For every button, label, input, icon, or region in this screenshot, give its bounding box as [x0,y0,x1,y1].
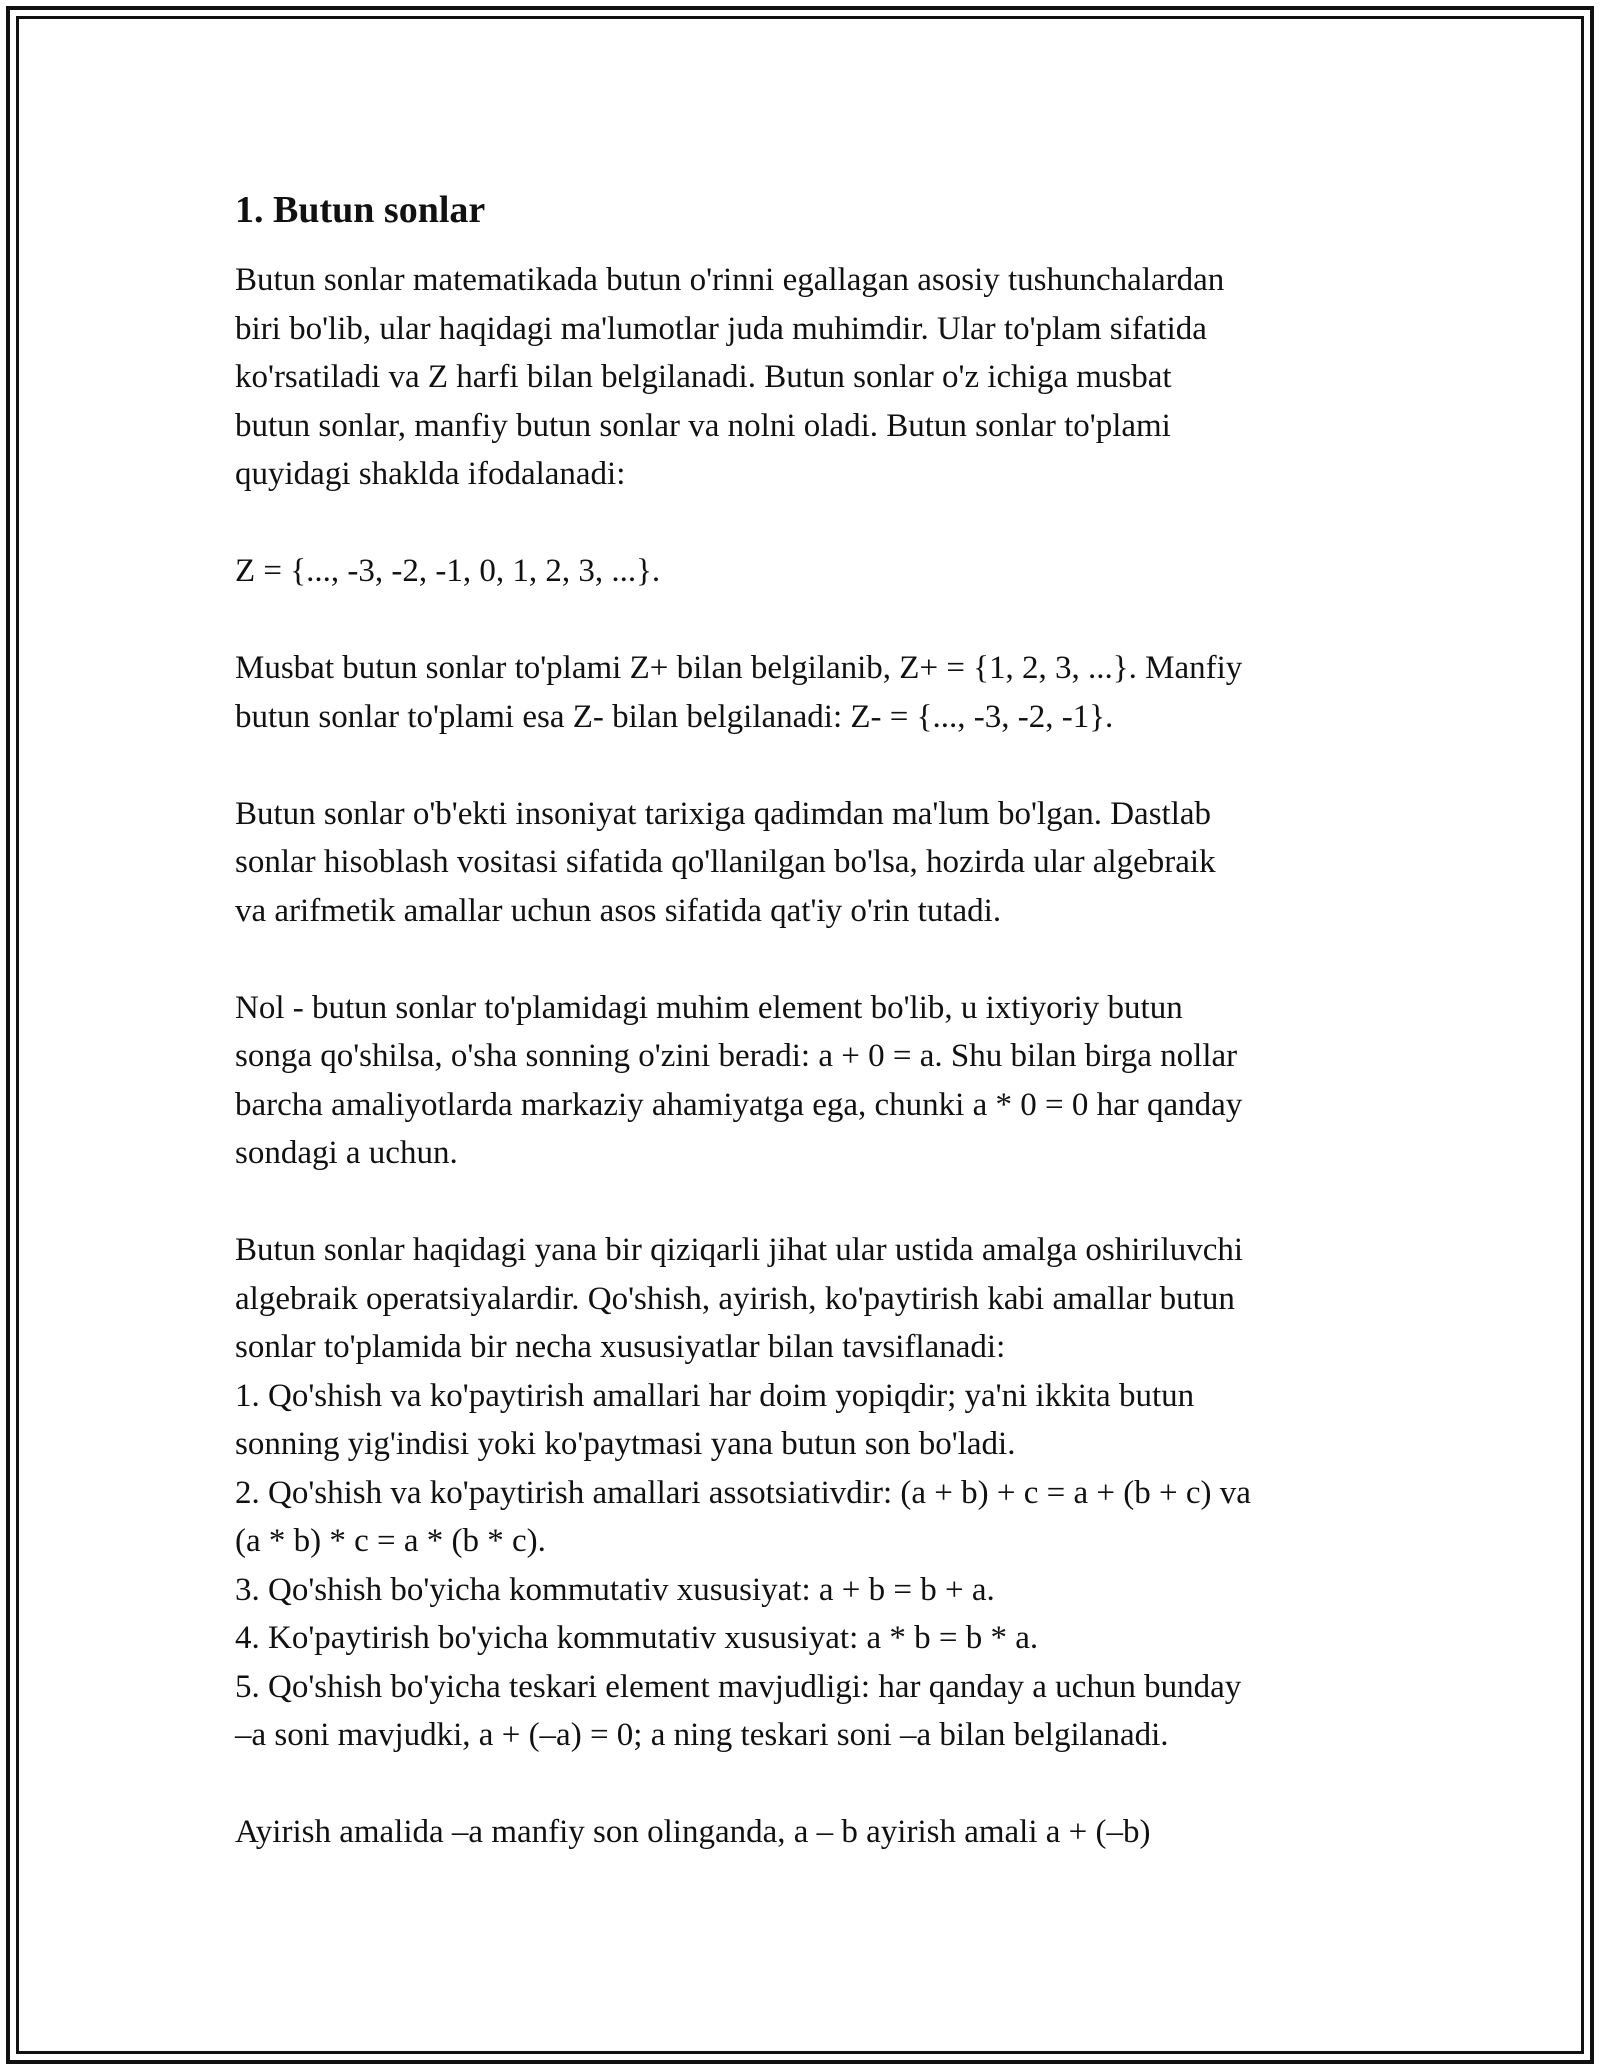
paragraph-intro [235,256,1375,499]
text-line: Butun sonlar o'b'ekti insoniyat tarixiga qadimdan ma'lum bo'lgan. Dastlab [235,795,1212,832]
text-line: algebraik operatsiyalardir. Qo'shish, ayirish, ko'paytirish kabi amallar butun [235,1280,1235,1317]
text-line: quyidagi shaklda ifodalanadi: [235,456,626,492]
text-line: Z = {..., -3, -2, -1, 0, 1, 2, 3, ...}. [235,553,661,589]
text-line: Musbat butun sonlar to'plami Z+ bilan belgilanib, Z+ = {1, 2, 3, ...}. Manfiy [235,650,1243,686]
text-line: sondagi a uchun. [235,1135,458,1171]
list-item: 2. Qo'shish va ko'paytirish amallari assotsiativdir: (a + b) + c = a + (b + c) va [235,1474,1251,1511]
text-line: Butun sonlar matematikada butun o'rinni egallagan asosiy tushunchalardan [235,262,1225,298]
list-item: 1. Qo'shish va ko'paytirish amallari har doim yopiqdir; ya'ni ikkita butun [235,1377,1195,1414]
text-line: va arifmetik amallar uchun asos sifatida qat'iy o'rin tutadi. [235,892,1002,929]
paragraph-zero [235,984,1375,1178]
paragraph-subtraction [235,1808,1375,1857]
list-item: 5. Qo'shish bo'yicha teskari element mavjudligi: har qanday a uchun bunday [235,1668,1242,1705]
list-item: 3. Qo'shish bo'yicha kommutativ xususiyat: a + b = b + a. [235,1571,995,1608]
text-line: Butun sonlar haqidagi yana bir qiziqarli jihat ular ustida amalga oshiriluvchi [235,1232,1244,1268]
list-item: 4. Ko'paytirish bo'yicha kommutativ xususiyat: a * b = b * a. [235,1620,1039,1656]
document-body [235,186,1375,1857]
list-item-continued: sonning yig'indisi yoki ko'paytmasi yana butun son bo'ladi. [235,1426,1016,1462]
text-line: ko'rsatiladi va Z harfi bilan belgilanadi. Butun sonlar o'z ichiga musbat [235,359,1172,395]
text-line: barcha amaliyotlarda markaziy ahamiyatga ega, chunki a * 0 = 0 har qanday [235,1086,1243,1123]
text-line: sonlar to'plamida bir necha xususiyatlar bilan tavsiflanadi: [235,1329,1006,1365]
text-line: songa qo'shilsa, o'sha sonning o'zini beradi: a + 0 = a. Shu bilan birga nollar [235,1038,1238,1074]
text-line: sonlar hisoblash vositasi sifatida qo'llanilgan bo'lsa, hozirda ular algebraik [235,844,1216,880]
paragraph-properties [235,1226,1375,1760]
list-item-continued: (a * b) * c = a * (b * c). [235,1523,546,1559]
section-heading: 1. Butun sonlar [235,189,486,231]
text-line: butun sonlar to'plami esa Z- bilan belgilanadi: Z- = {..., -3, -2, -1}. [235,698,1114,735]
paragraph-set-definition [235,547,1375,596]
text-line: butun sonlar, manfiy butun sonlar va nolni oladi. Butun sonlar to'plami [235,407,1171,444]
paragraph-positive-negative [235,644,1375,741]
text-line: Nol - butun sonlar to'plamidagi muhim element bo'lib, u ixtiyoriy butun [235,989,1183,1026]
text-line: Ayirish amalida –a manfiy son olinganda, a – b ayirish amali a + (–b) [235,1814,1151,1850]
text-line: biri bo'lib, ular haqidagi ma'lumotlar juda muhimdir. Ular to'plam sifatida [235,310,1207,347]
list-item-continued: –a soni mavjudki, a + (–a) = 0; a ning teskari soni –a bilan belgilanadi. [235,1717,1169,1753]
paragraph-history [235,790,1375,936]
